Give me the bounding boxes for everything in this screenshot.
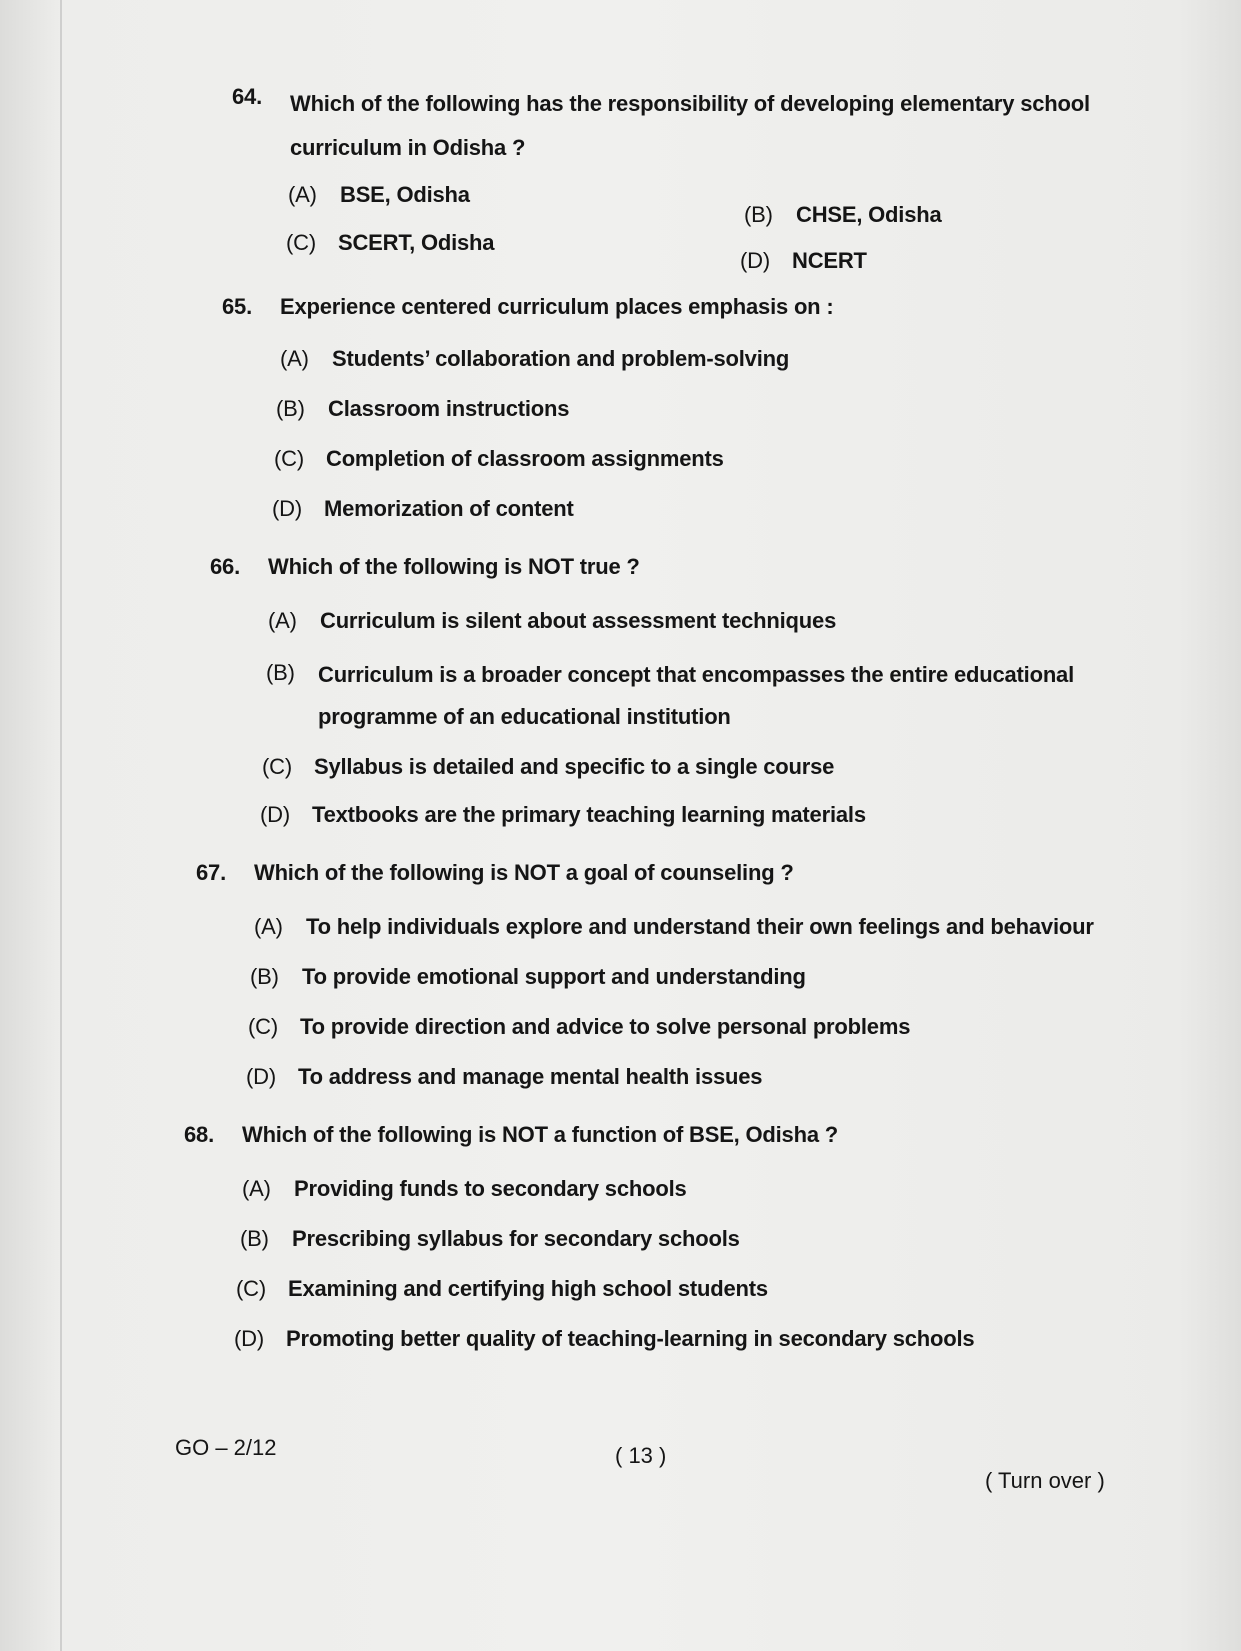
paper-code: GO – 2/12 [175,1435,277,1460]
option-text: NCERT [792,248,867,273]
question-66 [210,552,1110,582]
option-label: (C) [286,230,316,255]
option-text: BSE, Odisha [340,182,470,207]
q68-option-a [242,1174,687,1204]
question-text: Which of the following is NOT a function of BSE, Odisha ? [242,1122,839,1147]
turn-over-note: ( Turn over ) [985,1468,1105,1493]
option-label: (D) [740,248,770,273]
question-number: 67. [196,860,226,885]
q67-option-b [250,962,806,992]
q66-option-d [260,800,866,830]
option-label: (D) [234,1326,264,1351]
q65-option-a [280,344,789,374]
option-label: (B) [240,1226,269,1251]
q66-option-b [266,658,1116,738]
question-text: Which of the following has the responsibility of developing elementary school curriculum in Odisha ? [290,91,1090,160]
q64-option-d [740,246,867,276]
option-label: (D) [260,802,290,827]
option-text: Students’ collaboration and problem-solving [332,346,790,371]
question-number: 64. [232,84,262,109]
option-text: Classroom instructions [328,396,570,421]
option-text: Textbooks are the primary teaching learning materials [312,802,866,827]
q66-option-a [268,606,836,636]
question-text: Experience centered curriculum places emphasis on : [280,294,834,319]
option-text: CHSE, Odisha [796,202,942,227]
option-label: (B) [276,396,305,421]
option-label: (C) [248,1014,278,1039]
page-margin-line [60,0,62,1651]
option-label: (A) [242,1176,271,1201]
question-number: 65. [222,294,252,319]
option-label: (B) [744,202,773,227]
question-67 [196,858,1096,888]
option-text: Examining and certifying high school students [288,1276,768,1301]
option-label: (B) [250,964,279,989]
question-number: 68. [184,1122,214,1147]
q67-option-a [254,912,1094,942]
question-68 [184,1120,1084,1150]
option-text: To address and manage mental health issues [298,1064,763,1089]
q67-option-c [248,1012,910,1042]
option-text: Completion of classroom assignments [326,446,724,471]
q64-option-a [288,180,470,210]
option-text: To provide emotional support and understanding [302,964,806,989]
q65-option-c [274,444,724,474]
option-label: (A) [288,182,317,207]
option-label: (D) [246,1064,276,1089]
q65-option-b [276,394,569,424]
option-label: (C) [262,754,292,779]
option-text: Curriculum is a broader concept that encompasses the entire educational programme of an educational institution [318,662,1075,729]
q65-option-d [272,494,574,524]
q66-option-c [262,752,834,782]
q64-option-b [744,200,942,230]
q64-option-c [286,228,494,258]
q68-option-c [236,1274,768,1304]
option-label: (D) [272,496,302,521]
page-number: ( 13 ) [615,1443,667,1468]
option-text: Curriculum is silent about assessment techniques [320,608,837,633]
option-label: (A) [280,346,309,371]
option-text: Promoting better quality of teaching-learning in secondary schools [286,1326,975,1351]
option-label: (C) [274,446,304,471]
option-text: Providing funds to secondary schools [294,1176,687,1201]
question-text: Which of the following is NOT true ? [268,554,640,579]
question-text: Which of the following is NOT a goal of counseling ? [254,860,794,885]
question-number: 66. [210,554,240,579]
option-text: Prescribing syllabus for secondary schools [292,1226,740,1251]
option-text: Memorization of content [324,496,574,521]
option-label: (A) [254,914,283,939]
option-label: (B) [266,660,295,685]
option-label: (A) [268,608,297,633]
option-text: Syllabus is detailed and specific to a single course [314,754,835,779]
question-65 [222,292,1122,322]
q68-option-b [240,1224,740,1254]
option-text: To help individuals explore and understand their own feelings and behaviour [306,914,1094,939]
q67-option-d [246,1062,762,1092]
question-64 [232,82,1152,170]
option-label: (C) [236,1276,266,1301]
option-text: To provide direction and advice to solve personal problems [300,1014,911,1039]
option-text: SCERT, Odisha [338,230,495,255]
q68-option-d [234,1324,974,1354]
